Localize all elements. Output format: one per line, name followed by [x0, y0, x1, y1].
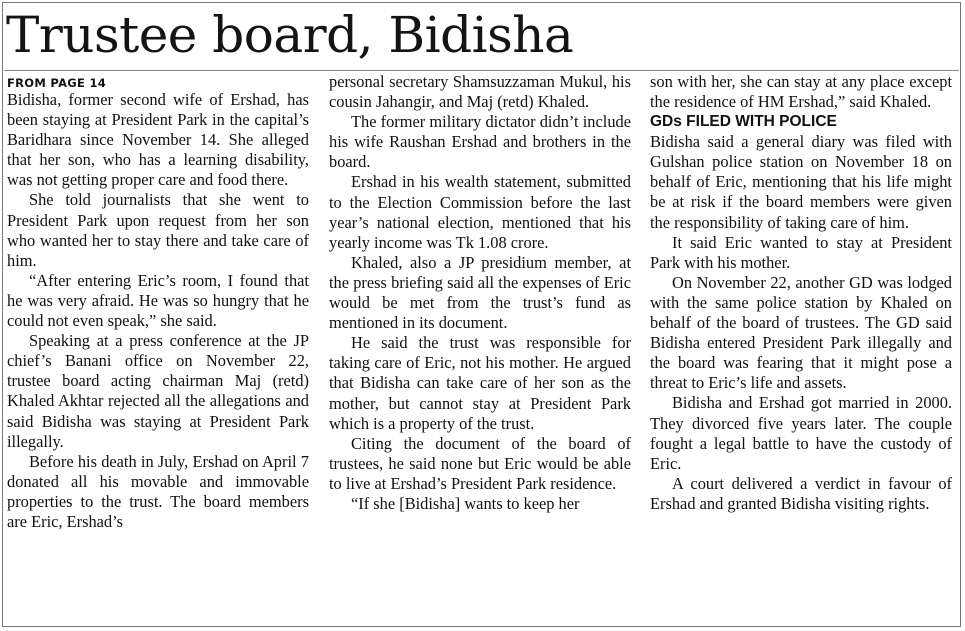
paragraph: On November 22, another GD was lodged with the same police station by Khaled on behalf of the board of trustees. The GD said Bidisha entered President Park illegally and the board was fearing that it might pose a threat to Eric’s life and assets.	[650, 272, 952, 393]
paragraph: Bidisha and Ershad got married in 2000. They divorced five years later. The couple fought a legal battle to have the custody of Eric.	[650, 393, 952, 473]
paragraph: The former military dictator didn’t include his wife Raushan Ershad and brothers in the board.	[329, 112, 631, 172]
dateline: FROM PAGE 14	[7, 76, 107, 90]
subheading: GDs FILED WITH POLICE	[650, 113, 837, 131]
paragraph: A court delivered a verdict in favour of Ershad and granted Bidisha visiting rights.	[650, 473, 952, 513]
paragraph: personal secretary Shamsuzzaman Mukul, his cousin Jahangir, and Maj (retd) Khaled.	[329, 72, 631, 112]
paragraph: Ershad in his wealth statement, submitted to the Election Commission before the last year’s national election, mentioned that his yearly income was Tk 1.08 crore.	[329, 172, 631, 252]
paragraph: Citing the document of the board of trustees, he said none but Eric would be able to live at Ershad’s President Park residence.	[329, 433, 631, 493]
paragraph: Khaled, also a JP presidium member, at the press briefing said all the expenses of Eric would be met from the trust’s fund as mentioned in its document.	[329, 252, 631, 333]
column-1	[7, 72, 309, 627]
paragraph: Bidisha said a general diary was filed with Gulshan police station on November 18 on behalf of Eric, mentioning that his life might be at risk if the board members were given the responsibility of taking care of him.	[650, 132, 952, 232]
paragraph: “After entering Eric’s room, I found that he was very afraid. He was so hungry that he could not even speak,” she said.	[7, 270, 309, 331]
paragraph: Speaking at a press conference at the JP chief’s Banani office on November 22, trustee board acting chairman Maj (retd) Khaled Akhtar rejected all the allegations and said Bidisha was staying at President Park illegally.	[7, 331, 309, 451]
headline-rule	[4, 70, 959, 71]
paragraph: He said the trust was responsible for taking care of Eric, not his mother. He argued that Bidisha can take care of her son as the mother, but cannot stay at President Park which is a property of the trust.	[329, 333, 631, 433]
column-2	[329, 72, 631, 627]
headline: Trustee board, Bidisha	[6, 6, 574, 64]
paragraph: son with her, she can stay at any place except the residence of HM Ershad,” said Khaled.	[650, 72, 952, 112]
paragraph: “If she [Bidisha] wants to keep her	[351, 493, 580, 513]
paragraph: It said Eric wanted to stay at President Park with his mother.	[650, 232, 952, 272]
column-3	[650, 72, 952, 627]
paragraph: Bidisha, former second wife of Ershad, has been staying at President Park in the capital’s Baridhara since November 14. She alleged that her son, who has a learning disability, was not getting proper care and food there.	[7, 90, 309, 190]
paragraph: She told journalists that she went to President Park upon request from her son who wanted her to stay there and take care of him.	[7, 190, 309, 270]
paragraph: Before his death in July, Ershad on April 7 donated all his movable and immovable properties to the trust. The board members are Eric, Ershad’s	[7, 451, 309, 531]
